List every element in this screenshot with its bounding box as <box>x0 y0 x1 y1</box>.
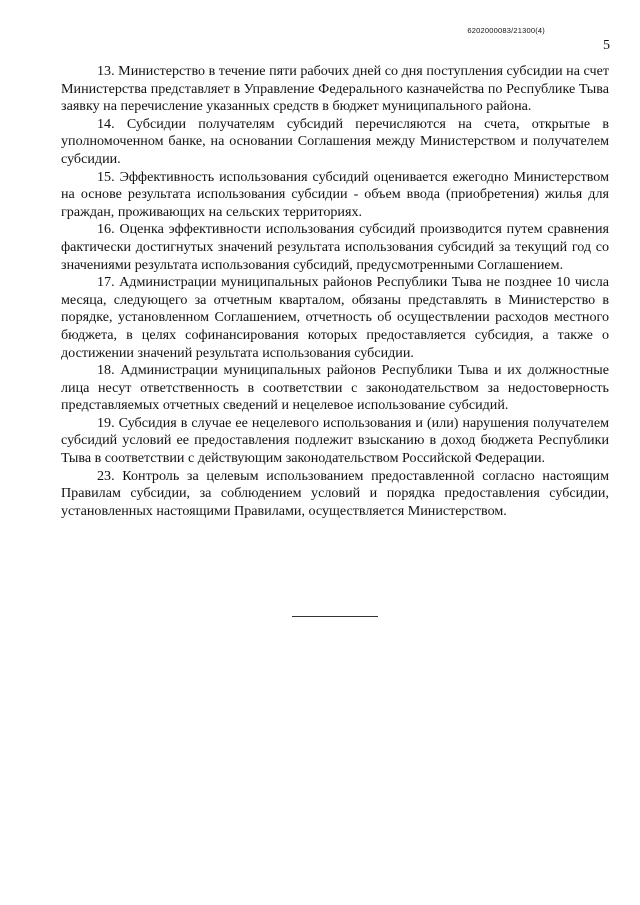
paragraph-16: 16. Оценка эффективности использования субсидий производится путем сравнения фактически достигнутых значений результата использования субсидий за текущий год со значениями результата использования субсидий, предусмотренными Соглашением. <box>61 221 609 273</box>
paragraph-19: 19. Субсидия в случае ее нецелевого использования и (или) нарушения получателем субсидий условий ее предоставления подлежит взысканию в доход бюджета Республики Тыва в соответствии с действующим законодательством Российской Федерации. <box>61 414 609 467</box>
document-body <box>61 63 609 520</box>
end-divider <box>292 616 378 617</box>
page-number: 5 <box>603 38 610 53</box>
document-code: 6202000083/21300(4) <box>467 26 545 35</box>
paragraph-17: 17. Администрации муниципальных районов Республики Тыва не позднее 10 числа месяца, следующего за отчетным кварталом, обязаны представлять в Министерство в порядке, установленном Соглашением, отчетность об осуществлении расходов местного бюджета, в целях софинансирования которых предоставляется субсидия, а также о достижении значений результата использования субсидии. <box>61 274 609 361</box>
paragraph-23: 23. Контроль за целевым использованием предоставленной согласно настоящим Правилам субсидии, за соблюдением условий и порядка предоставления субсидии, установленных настоящими Правилами, осуществляется Министерством. <box>61 467 609 519</box>
paragraph-14: 14. Субсидии получателям субсидий перечисляются на счета, открытые в уполномоченном банке, на основании Соглашения между Министерством и получателем субсидии. <box>61 115 609 167</box>
paragraph-13: 13. Министерство в течение пяти рабочих дней со дня поступления субсидии на счет Министерства представляет в Управление Федерального казначейства по Республике Тыва заявку на перечисление указанных средств в бюджет муниципального района. <box>61 63 609 115</box>
paragraph-18: 18. Администрации муниципальных районов Республики Тыва и их должностные лица несут ответственность в соответствии с законодательством за недостоверность представляемых отчетных сведений и нецелевое использование субсидий. <box>61 362 609 414</box>
paragraph-15: 15. Эффективность использования субсидий оценивается ежегодно Министерством на основе результата использования субсидии - объем ввода (приобретения) жилья для граждан, проживающих на сельских территориях. <box>61 168 609 220</box>
